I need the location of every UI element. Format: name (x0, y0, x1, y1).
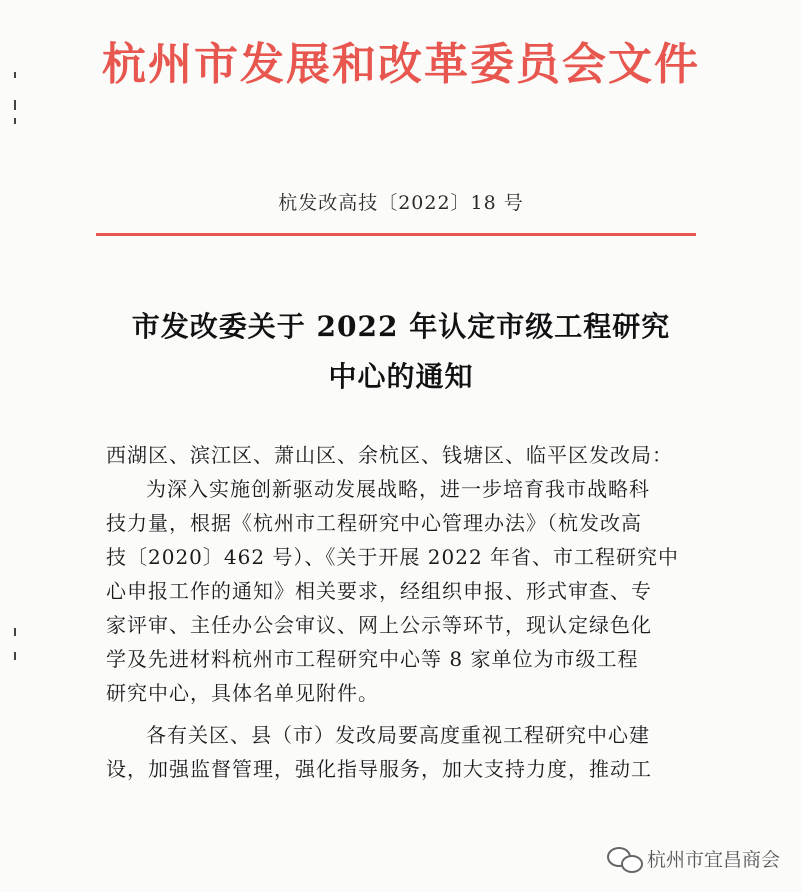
red-divider-line (96, 233, 696, 236)
paragraph-1-line: 技〔2020〕462 号）、《关于开展 2022 年省、市工程研究中 (106, 545, 680, 569)
paragraph-1-line: 技力量，根据《杭州市工程研究中心管理办法》（杭发改高 (106, 511, 642, 535)
wechat-icon (607, 847, 641, 871)
paragraph-1-line: 为深入实施创新驱动发展战略，进一步培育我市战略科 (146, 477, 650, 501)
paragraph-1-line: 学及先进材料杭州市工程研究中心等 8 家单位为市级工程 (106, 647, 639, 671)
binding-mark (14, 100, 16, 110)
notice-body (106, 438, 706, 786)
paragraph-1-line: 家评审、主任办公会审议、网上公示等环节，现认定绿色化 (106, 613, 652, 637)
document-number: 杭发改高技〔2022〕18 号 (278, 192, 524, 214)
paragraph-2-line: 设，加强监督管理，强化指导服务，加大支持力度，推动工 (106, 757, 652, 781)
binding-mark (14, 652, 16, 660)
notice-title-line-1: 市发改委关于 2022 年认定市级工程研究 (131, 310, 671, 343)
paragraph-1-line: 心申报工作的通知》相关要求，经组织申报、形式审查、专 (106, 579, 652, 603)
account-watermark (607, 845, 780, 872)
notice-title-line-2: 中心的通知 (328, 360, 474, 393)
binding-mark (14, 118, 16, 124)
addressee-line: 西湖区、滨江区、萧山区、余杭区、钱塘区、临平区发改局： (106, 443, 673, 467)
binding-mark (14, 628, 16, 636)
watermark-text: 杭州市宜昌商会 (646, 849, 780, 871)
notice-title (0, 302, 802, 402)
paragraph-1-line: 研究中心，具体名单见附件。 (106, 681, 379, 705)
document-header-title: 杭州市发展和改革委员会文件 (102, 39, 700, 90)
paragraph-2-line: 各有关区、县（市）发改局要高度重视工程研究中心建 (146, 723, 650, 747)
binding-mark (14, 72, 16, 78)
